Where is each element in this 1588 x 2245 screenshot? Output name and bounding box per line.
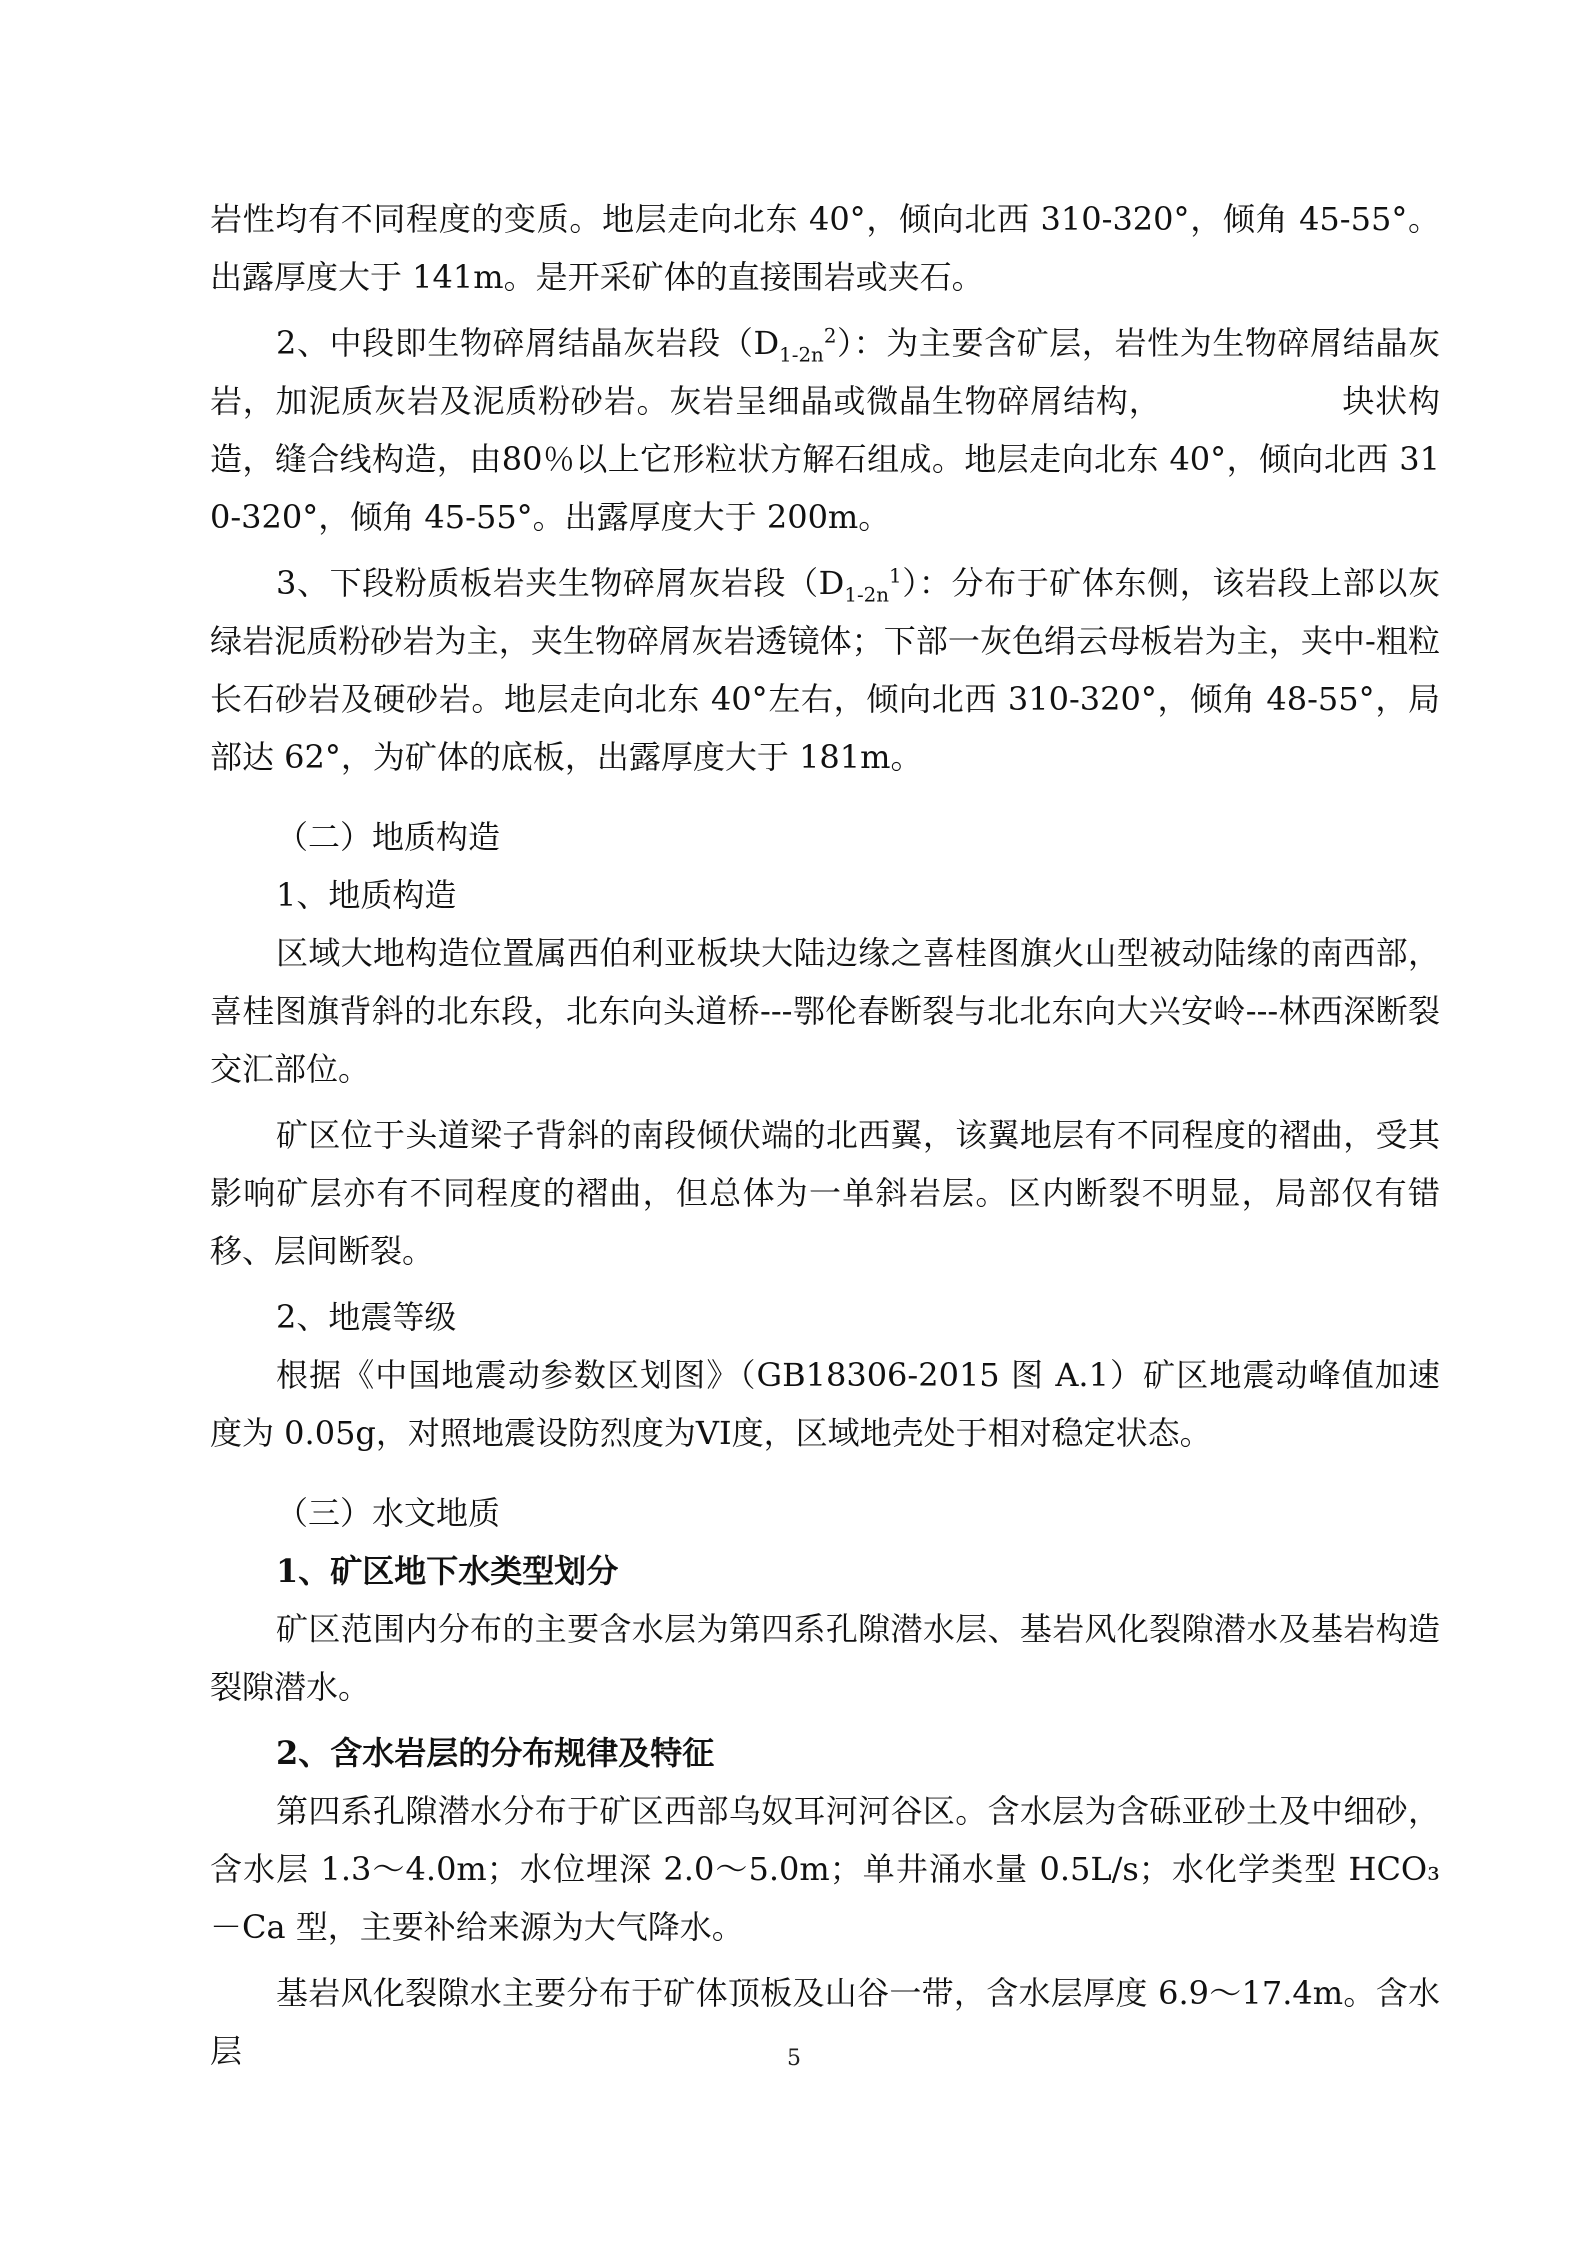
continuation-paragraph: 岩性均有不同程度的变质。地层走向北东 40°，倾向北西 310-320°，倾角 45-55°。出露厚度大于 141m。是开采矿体的直接围岩或夹石。 [210, 200, 1440, 296]
section-heading-hydrogeology: （三）水文地质 [276, 1494, 501, 1532]
subheading-seismic-grade: 2、地震等级 [276, 1298, 457, 1336]
regional-tectonics-paragraph: 区域大地构造位置属西伯利亚板块大陆边缘之喜桂图旗火山型被动陆缘的南西部，喜桂图旗背斜的北东段，北东向头道桥---鄂伦春断裂与北北东向大兴安岭---林西深断裂交汇部位。 [210, 934, 1440, 1088]
middle-member-superscript: 2 [823, 324, 837, 348]
lower-member-text: ）：分布于矿体东侧，该岩段上部以灰绿岩泥质粉砂岩为主，夹生物碎屑灰岩透镜体；下部一灰色绢云母板岩为主，夹中-粗粒长石砂岩及硬砂岩。地层走向北东 40°左右，倾向北西 310-320°，倾角 48-55°，局部达 62°，为矿体的底板，出露厚度大于 181m。 [210, 564, 1440, 776]
lower-member-prefix: 3、下段粉质板岩夹生物碎屑灰岩段（D [276, 564, 845, 602]
mine-area-structure-paragraph: 矿区位于头道梁子背斜的南段倾伏端的北西翼，该翼地层有不同程度的褶曲，受其影响矿层亦有不同程度的褶曲，但总体为一单斜岩层。区内断裂不明显，局部仅有错移、层间断裂。 [210, 1116, 1440, 1270]
groundwater-types-paragraph: 矿区范围内分布的主要含水层为第四系孔隙潜水层、基岩风化裂隙潜水及基岩构造裂隙潜水。 [210, 1610, 1440, 1706]
middle-member-text: ）：为主要含矿层，岩性为生物碎屑结晶灰岩，加泥质灰岩及泥质粉砂岩。灰岩呈细晶或微晶生物碎屑结构， 块状构造，缝合线构造，由80％以上它形粒状方解石组成。地层走向北东 40°，倾向北西 310-320°，倾角 45-55°。出露厚度大于 200m。 [210, 324, 1440, 536]
middle-member-subscript: 1-2n [779, 343, 824, 367]
subheading-groundwater-types: 1、矿区地下水类型划分 [276, 1552, 619, 1590]
page-number: 5 [787, 2046, 801, 2071]
middle-member-paragraph [210, 314, 1440, 546]
quaternary-aquifer-paragraph: 第四系孔隙潜水分布于矿区西部乌奴耳河河谷区。含水层为含砾亚砂土及中细砂，含水层 1.3～4.0m；水位埋深 2.0～5.0m；单井涌水量 0.5L/s；水化学类型 HCO₃－Ca 型，主要补给来源为大气降水。 [210, 1792, 1440, 1946]
middle-member-prefix: 2、中段即生物碎屑结晶灰岩段（D [276, 324, 780, 362]
lower-member-subscript: 1-2n [844, 583, 890, 607]
page-content [210, 190, 1440, 2080]
subheading-geological-structure: 1、地质构造 [276, 876, 457, 914]
seismic-paragraph: 根据《中国地震动参数区划图》（GB18306-2015 图 A.1）矿区地震动峰值加速度为 0.05g，对照地震设防烈度为VI度，区域地壳处于相对稳定状态。 [210, 1356, 1440, 1452]
lower-member-paragraph [210, 554, 1440, 786]
section-heading-geological-structure: （二）地质构造 [276, 818, 501, 856]
bedrock-aquifer-paragraph: 基岩风化裂隙水主要分布于矿体顶板及山谷一带，含水层厚度 6.9～17.4m。含水层 [210, 1974, 1440, 2070]
lower-member-superscript: 1 [889, 564, 902, 588]
subheading-aquifer-distribution: 2、含水岩层的分布规律及特征 [276, 1734, 715, 1772]
